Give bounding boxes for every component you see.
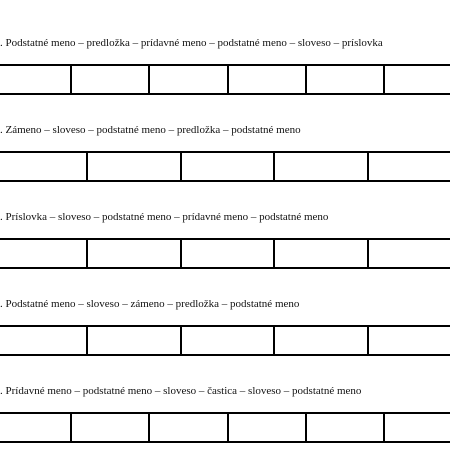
cell-divider: [273, 153, 275, 180]
exercise-4-number: .: [0, 298, 3, 310]
cell-divider: [86, 327, 88, 354]
cell-divider: [383, 66, 385, 93]
cell-divider: [273, 327, 275, 354]
exercise-5-prompt: [0, 384, 361, 398]
exercise-1-prompt: [0, 36, 383, 50]
cell-divider: [305, 66, 307, 93]
cell-divider: [180, 153, 182, 180]
answer-cell-1[interactable]: [0, 66, 70, 93]
cell-divider: [70, 66, 72, 93]
exercise-4-text: Podstatné meno – sloveso – zámeno – predložka – podstatné meno: [5, 298, 300, 310]
exercise-5-answer-row: [0, 412, 450, 443]
exercise-2-answer-row: [0, 151, 450, 182]
exercise-4-prompt: [0, 297, 299, 311]
cell-divider: [86, 240, 88, 267]
cell-divider: [367, 153, 369, 180]
cell-divider: [273, 240, 275, 267]
cell-divider: [148, 414, 150, 441]
exercise-5-number: .: [0, 385, 3, 397]
cell-divider: [227, 66, 229, 93]
exercise-1-number: .: [0, 37, 3, 49]
cell-divider: [70, 414, 72, 441]
cell-divider: [367, 327, 369, 354]
exercise-1-text: Podstatné meno – predložka – prídavné meno – podstatné meno – sloveso – príslovka: [5, 37, 383, 49]
cell-divider: [305, 414, 307, 441]
cell-divider: [148, 66, 150, 93]
exercise-3-number: .: [0, 211, 3, 223]
cell-divider: [227, 414, 229, 441]
cell-divider: [383, 414, 385, 441]
exercise-3-text: Príslovka – sloveso – podstatné meno – prídavné meno – podstatné meno: [5, 211, 329, 223]
exercise-3-answer-row: [0, 238, 450, 269]
exercise-1-answer-row: [0, 64, 450, 95]
exercise-5-text: Prídavné meno – podstatné meno – sloveso – častica – sloveso – podstatné meno: [5, 385, 362, 397]
cell-divider: [180, 327, 182, 354]
exercise-2-prompt: [0, 123, 301, 137]
cell-divider: [86, 153, 88, 180]
exercise-4-answer-row: [0, 325, 450, 356]
exercise-2-text: Zámeno – sloveso – podstatné meno – predložka – podstatné meno: [5, 124, 301, 136]
exercise-3-prompt: [0, 210, 328, 224]
cell-divider: [367, 240, 369, 267]
exercise-2-number: .: [0, 124, 3, 136]
cell-divider: [180, 240, 182, 267]
